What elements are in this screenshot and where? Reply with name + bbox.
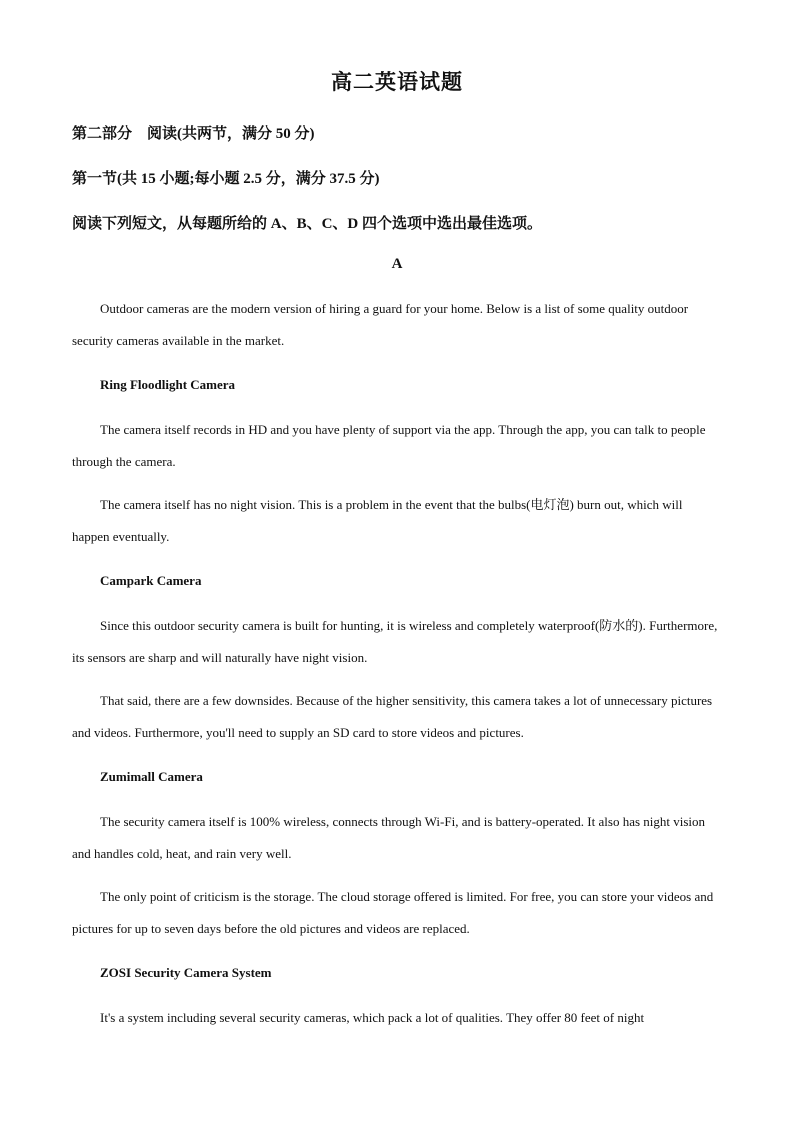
product-paragraph: That said, there are a few downsides. Because of the higher sensitivity, this camera takes a lot of unnecessary pictures and videos. Furthermore, you'll need to supply an SD card to store videos and pictures. [72, 693, 713, 740]
part-heading: 第二部分 阅读(共两节，满分 50 分) [72, 126, 315, 142]
page-title: 高二英语试题 [331, 70, 463, 94]
passage-intro: Outdoor cameras are the modern version of hiring a guard for your home. Below is a list of some quality outdoor security cameras available in the market. [72, 301, 689, 348]
product-paragraph: Since this outdoor security camera is built for hunting, it is wireless and completely waterproof(防水的). Furthermore, its sensors are sharp and will naturally have night vision. [72, 618, 718, 665]
product-paragraph: The camera itself records in HD and you have plenty of support via the app. Through the app, you can talk to people through the camera. [72, 422, 706, 469]
product-paragraph: The only point of criticism is the storage. The cloud storage offered is limited. For free, you can store your videos and pictures for up to seven days before the old pictures and videos are replaced. [72, 889, 714, 936]
product-name-zumimall: Zumimall Camera [100, 769, 203, 784]
product-paragraph: It's a system including several security cameras, which pack a lot of qualities. They offer 80 feet of night [100, 1010, 645, 1025]
product-name-campark: Campark Camera [100, 573, 202, 588]
product-paragraph: The camera itself has no night vision. This is a problem in the event that the bulbs(电灯泡) burn out, which will happen eventually. [72, 497, 683, 544]
product-name-zosi: ZOSI Security Camera System [100, 965, 272, 980]
section-heading: 第一节(共 15 小题;每小题 2.5 分，满分 37.5 分) [72, 171, 380, 187]
product-paragraph: The security camera itself is 100% wireless, connects through Wi-Fi, and is battery-operated. It also has night vision and handles cold, heat, and rain very well. [72, 814, 706, 861]
instruction: 阅读下列短文，从每题所给的 A、B、C、D 四个选项中选出最佳选项。 [72, 216, 543, 232]
passage-letter: A [391, 256, 403, 272]
product-name-ring: Ring Floodlight Camera [100, 377, 236, 392]
